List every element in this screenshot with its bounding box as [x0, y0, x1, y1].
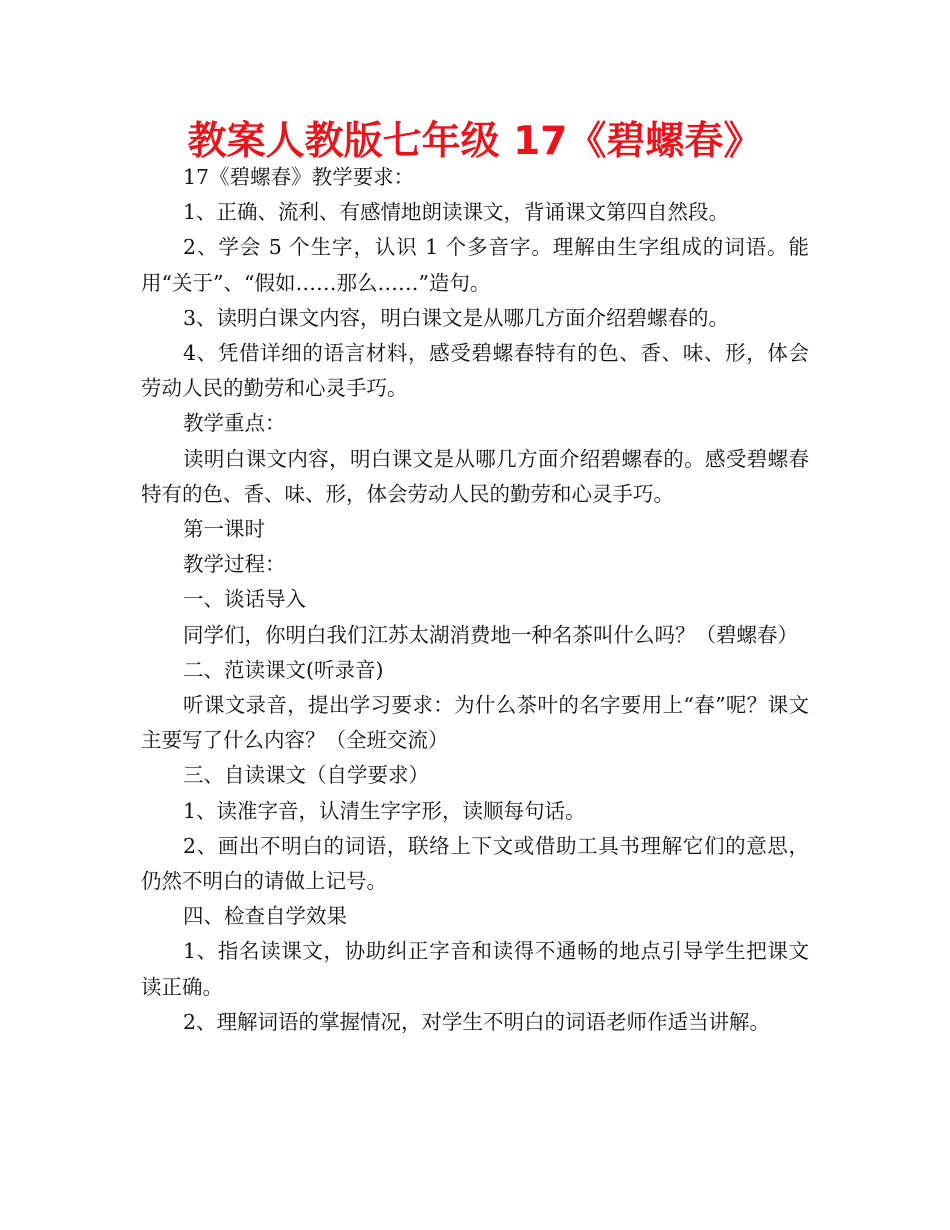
paragraph-key-points: 读明白课文内容，明白课文是从哪几方面介绍碧螺春的。感受碧螺春特有的色、香、味、形，体会劳动人民的勤劳和心灵手巧。	[141, 446, 809, 506]
section-heading-3: 三、自读课文（自学要求）	[183, 763, 429, 788]
paragraph-section-1: 同学们，你明白我们江苏太湖消费地一种名茶叫什么吗？（碧螺春）	[183, 622, 798, 647]
document-body	[141, 160, 809, 1040]
section-heading-1: 一、谈话导入	[183, 587, 306, 612]
paragraph-section-4-item-1: 1、指名读课文，协助纠正字音和读得不通畅的地点引导学生把课文读正确。	[141, 939, 809, 999]
section-heading-2: 二、范读课文(听录音)	[183, 657, 384, 682]
paragraph-first-lesson: 第一课时	[183, 517, 265, 542]
paragraph-requirement-2: 2、学会 5 个生字，认识 1 个多音字。理解由生字组成的词语。能用“关于”、“假如……那么……”造句。	[141, 235, 809, 295]
paragraph-section-2: 听课文录音，提出学习要求：为什么茶叶的名字要用上“春”呢？课文主要写了什么内容？（全班交流）	[141, 693, 809, 753]
paragraph-section-4-item-2: 2、理解词语的掌握情况，对学生不明白的词语老师作适当讲解。	[183, 1009, 771, 1034]
paragraph-section-3-item-1: 1、读准字音，认清生字字形，读顺每句话。	[183, 798, 586, 823]
paragraph-requirement-3: 3、读明白课文内容，明白课文是从哪几方面介绍碧螺春的。	[183, 305, 730, 330]
paragraph-requirement-1: 1、正确、流利、有感情地朗读课文，背诵课文第四自然段。	[183, 200, 730, 225]
section-heading-4: 四、检查自学效果	[183, 904, 347, 929]
paragraph-process-heading: 教学过程：	[183, 552, 286, 577]
paragraph-requirements-heading: 17《碧螺春》教学要求：	[183, 165, 415, 189]
paragraph-section-3-item-2: 2、画出不明白的词语，联络上下文或借助工具书理解它们的意思，仍然不明白的请做上记号。	[141, 833, 809, 894]
paragraph-requirement-4: 4、凭借详细的语言材料，感受碧螺春特有的色、香、味、形，体会劳动人民的勤劳和心灵手巧。	[141, 341, 809, 401]
document-title: 教案人教版七年级 17《碧螺春》	[187, 119, 763, 164]
paragraph-key-points-heading: 教学重点：	[183, 411, 286, 436]
